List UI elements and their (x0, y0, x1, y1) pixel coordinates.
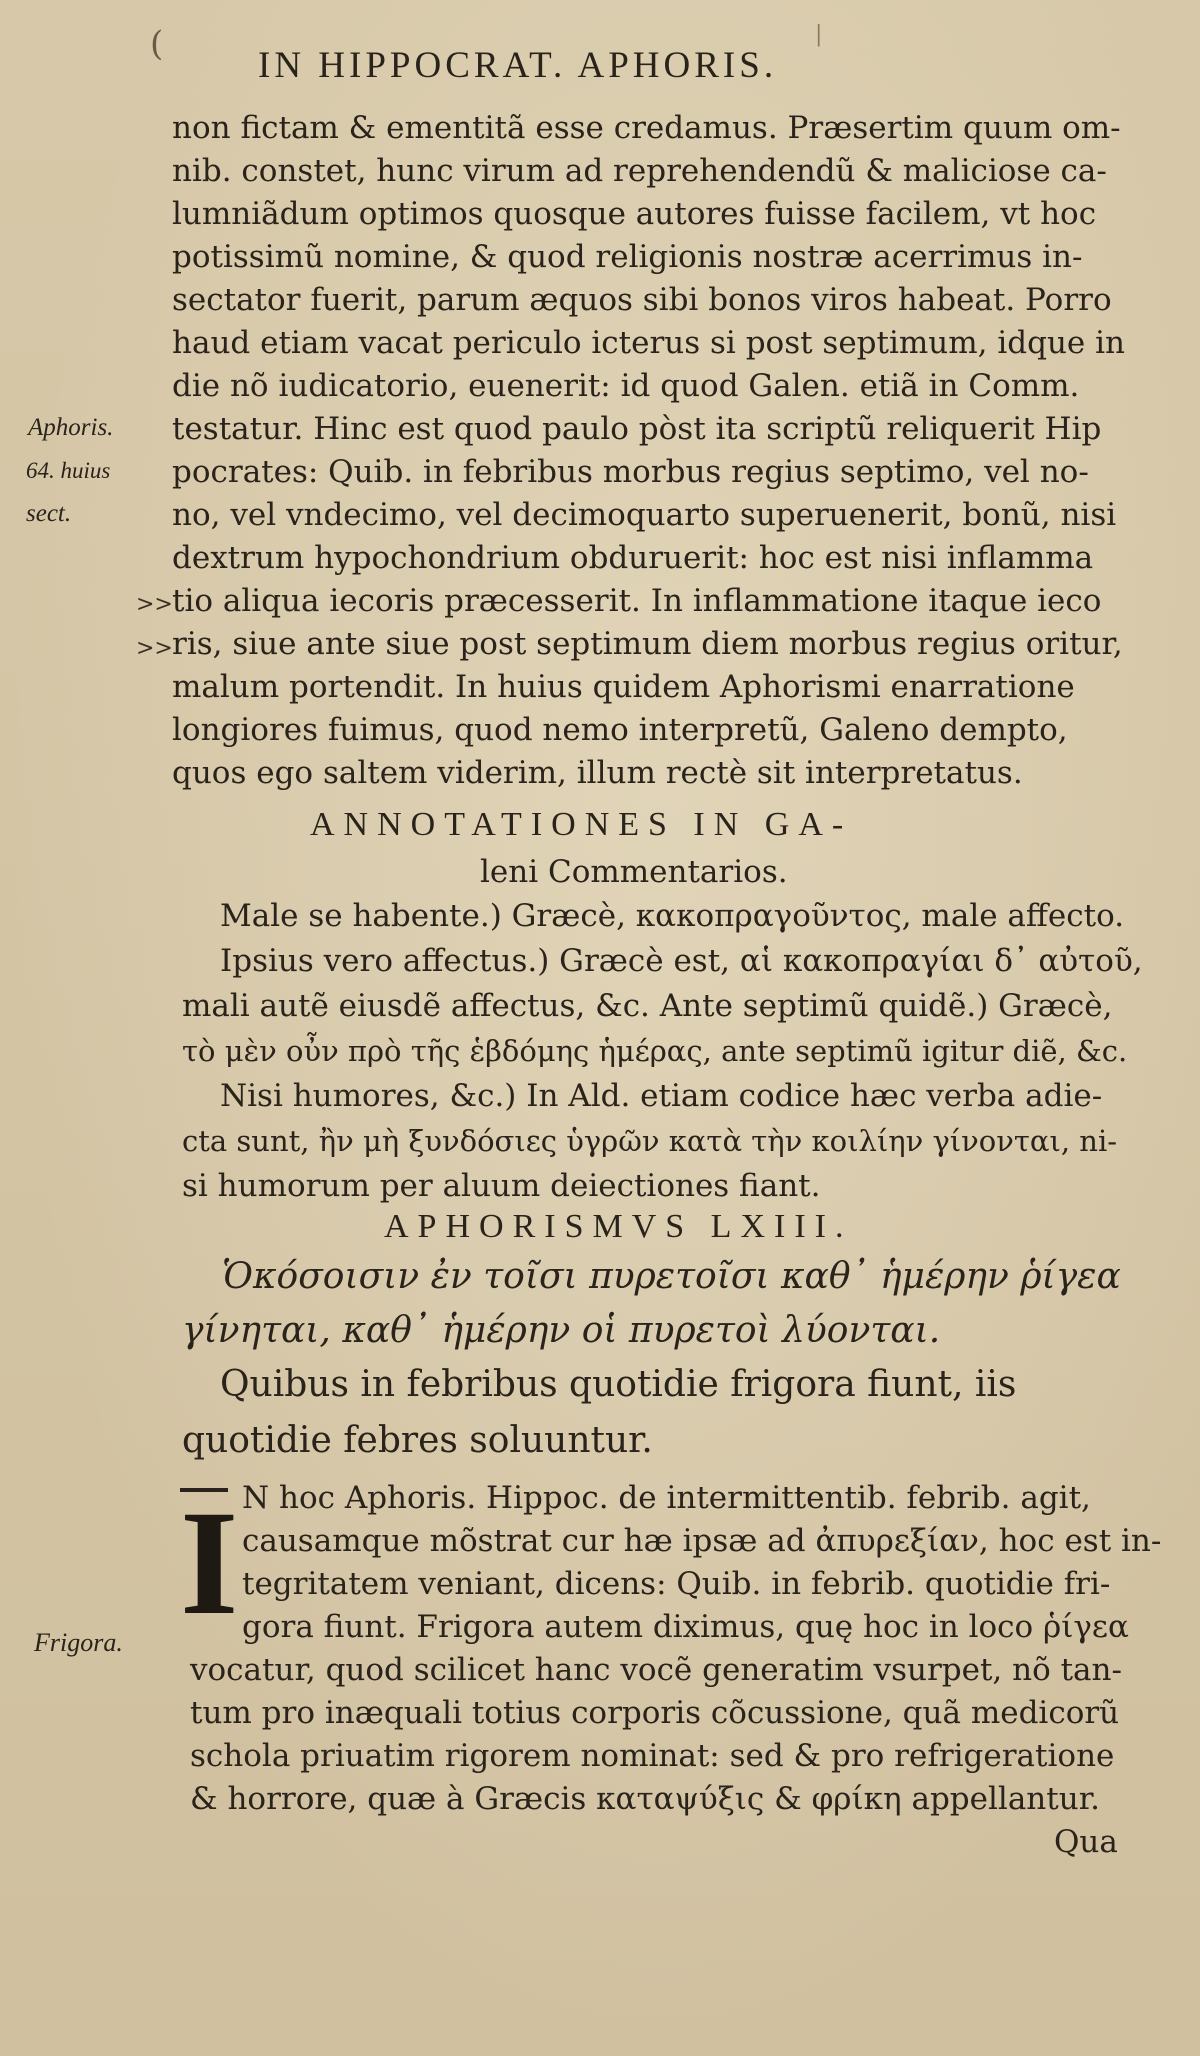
commentary-line: causamque mõstrat cur hæ ipsæ ad ἀπυρεξίαν, hoc est in- (242, 1523, 1162, 1559)
annotation-line: cta sunt, ἢν μὴ ξυνδόσιες ὑγρῶν κατὰ τὴν κοιλίην γίνονται, ni- (182, 1124, 1118, 1158)
body-line: haud etiam vacat periculo icterus si post septimum, idque in (172, 325, 1126, 361)
quote-mark: >> (136, 636, 173, 661)
body-line: lumniãdum optimos quosque autores fuisse facilem, vt hoc (172, 196, 1097, 232)
margin-note-frigora: Frigora. (34, 1628, 123, 1657)
body-line: sectator fuerit, parum æquos sibi bonos viros habeat. Porro (172, 282, 1112, 318)
margin-note-section: 64. huius (26, 458, 111, 483)
catchword: Qua (1054, 1824, 1118, 1860)
body-line: longiores fuimus, quod nemo interpretũ, Galeno dempto, (172, 712, 1068, 748)
margin-note-aphoris: Aphoris. (28, 414, 114, 441)
drop-cap (180, 1480, 239, 1646)
commentary-line: schola priuatim rigorem nominat: sed & pro refrigeratione (190, 1738, 1115, 1774)
body-line: nib. constet, hunc virum ad reprehendendũ & maliciose ca- (172, 153, 1107, 189)
commentary-line: tegritatem veniant, dicens: Quib. in febrib. quotidie fri- (242, 1566, 1111, 1602)
body-line: quos ego saltem viderim, illum rectè sit interpretatus. (172, 755, 1023, 791)
body-line: tio aliqua iecoris præcesserit. In inflammatione itaque ieco (172, 583, 1102, 619)
latin-aphorism-line: quotidie febres soluuntur. (182, 1420, 653, 1461)
margin-note-sect: sect. (26, 500, 72, 527)
body-line: die nõ iudicatorio, euenerit: id quod Galen. etiã in Comm. (172, 368, 1080, 404)
body-line: dextrum hypochondrium obduruerit: hoc est nisi inflamma (172, 540, 1094, 576)
commentary-line: & horrore, quæ à Græcis καταψύξις & φρίκη appellantur. (190, 1781, 1100, 1817)
aphorism-heading: APHORISMVS LXIII. (384, 1208, 853, 1245)
body-line: malum portendit. In huius quidem Aphorismi enarratione (172, 669, 1075, 705)
body-line: pocrates: Quib. in febribus morbus regius septimo, vel no- (172, 454, 1089, 490)
body-line: potissimũ nomine, & quod religionis nostræ acerrimus in- (172, 239, 1083, 275)
body-line: testatur. Hinc est quod paulo pòst ita scriptũ reliquerit Hip (172, 411, 1102, 447)
annotation-line: τὸ μὲν οὖν πρὸ τῆς ἑβδόμης ἡμέρας, ante septimũ igitur diẽ, &c. (182, 1034, 1128, 1068)
running-title: IN HIPPOCRAT. APHORIS. (258, 45, 778, 86)
annotation-line: si humorum per aluum deiectiones fiant. (182, 1168, 821, 1204)
annotations-heading-cont: leni Commentarios. (480, 854, 788, 890)
body-line: ris, siue ante siue post septimum diem morbus regius oritur, (172, 626, 1123, 662)
drop-cap-letter: I (180, 1480, 239, 1646)
annotation-line: Male se habente.) Græcè, κακοπραγοῦντος, male affecto. (220, 898, 1125, 934)
commentary-line: N hoc Aphoris. Hippoc. de intermittentib. febrib. agit, (242, 1480, 1091, 1516)
corner-mark: ( (150, 24, 164, 64)
tick-mark: | (815, 22, 823, 47)
commentary-line: vocatur, quod scilicet hanc vocẽ generatim vsurpet, nõ tan- (190, 1652, 1122, 1688)
body-line: no, vel vndecimo, vel decimoquarto superuenerit, bonũ, nisi (172, 497, 1117, 533)
body-line: non fictam & ementitã esse credamus. Præsertim quum om- (172, 110, 1121, 146)
annotation-line: Ipsius vero affectus.) Græcè est, αἱ κακοπραγίαι δ᾽ αὐτοῦ, (220, 943, 1143, 979)
latin-aphorism-line: Quibus in febribus quotidie frigora fiunt, iis (220, 1364, 1017, 1405)
greek-aphorism-line: γίνηται, καθ᾽ ἡμέρην οἱ πυρετοὶ λύονται. (182, 1310, 941, 1351)
annotation-line: Nisi humores, &c.) In Ald. etiam codice hæc verba adie- (220, 1078, 1103, 1114)
annotations-heading: ANNOTATIONES IN GA- (310, 806, 853, 843)
annotation-line: mali autẽ eiusdẽ affectus, &c. Ante septimũ quidẽ.) Græcè, (182, 988, 1113, 1024)
commentary-line: tum pro inæquali totius corporis cõcussione, quã medicorũ (190, 1695, 1120, 1731)
quote-mark: >> (136, 592, 173, 617)
greek-aphorism-line: Ὁκόσοισιν ἐν τοῖσι πυρετοῖσι καθ᾽ ἡμέρην ῥίγεα (222, 1256, 1121, 1297)
commentary-line: gora fiunt. Frigora autem diximus, quę hoc in loco ῥίγεα (242, 1609, 1129, 1645)
